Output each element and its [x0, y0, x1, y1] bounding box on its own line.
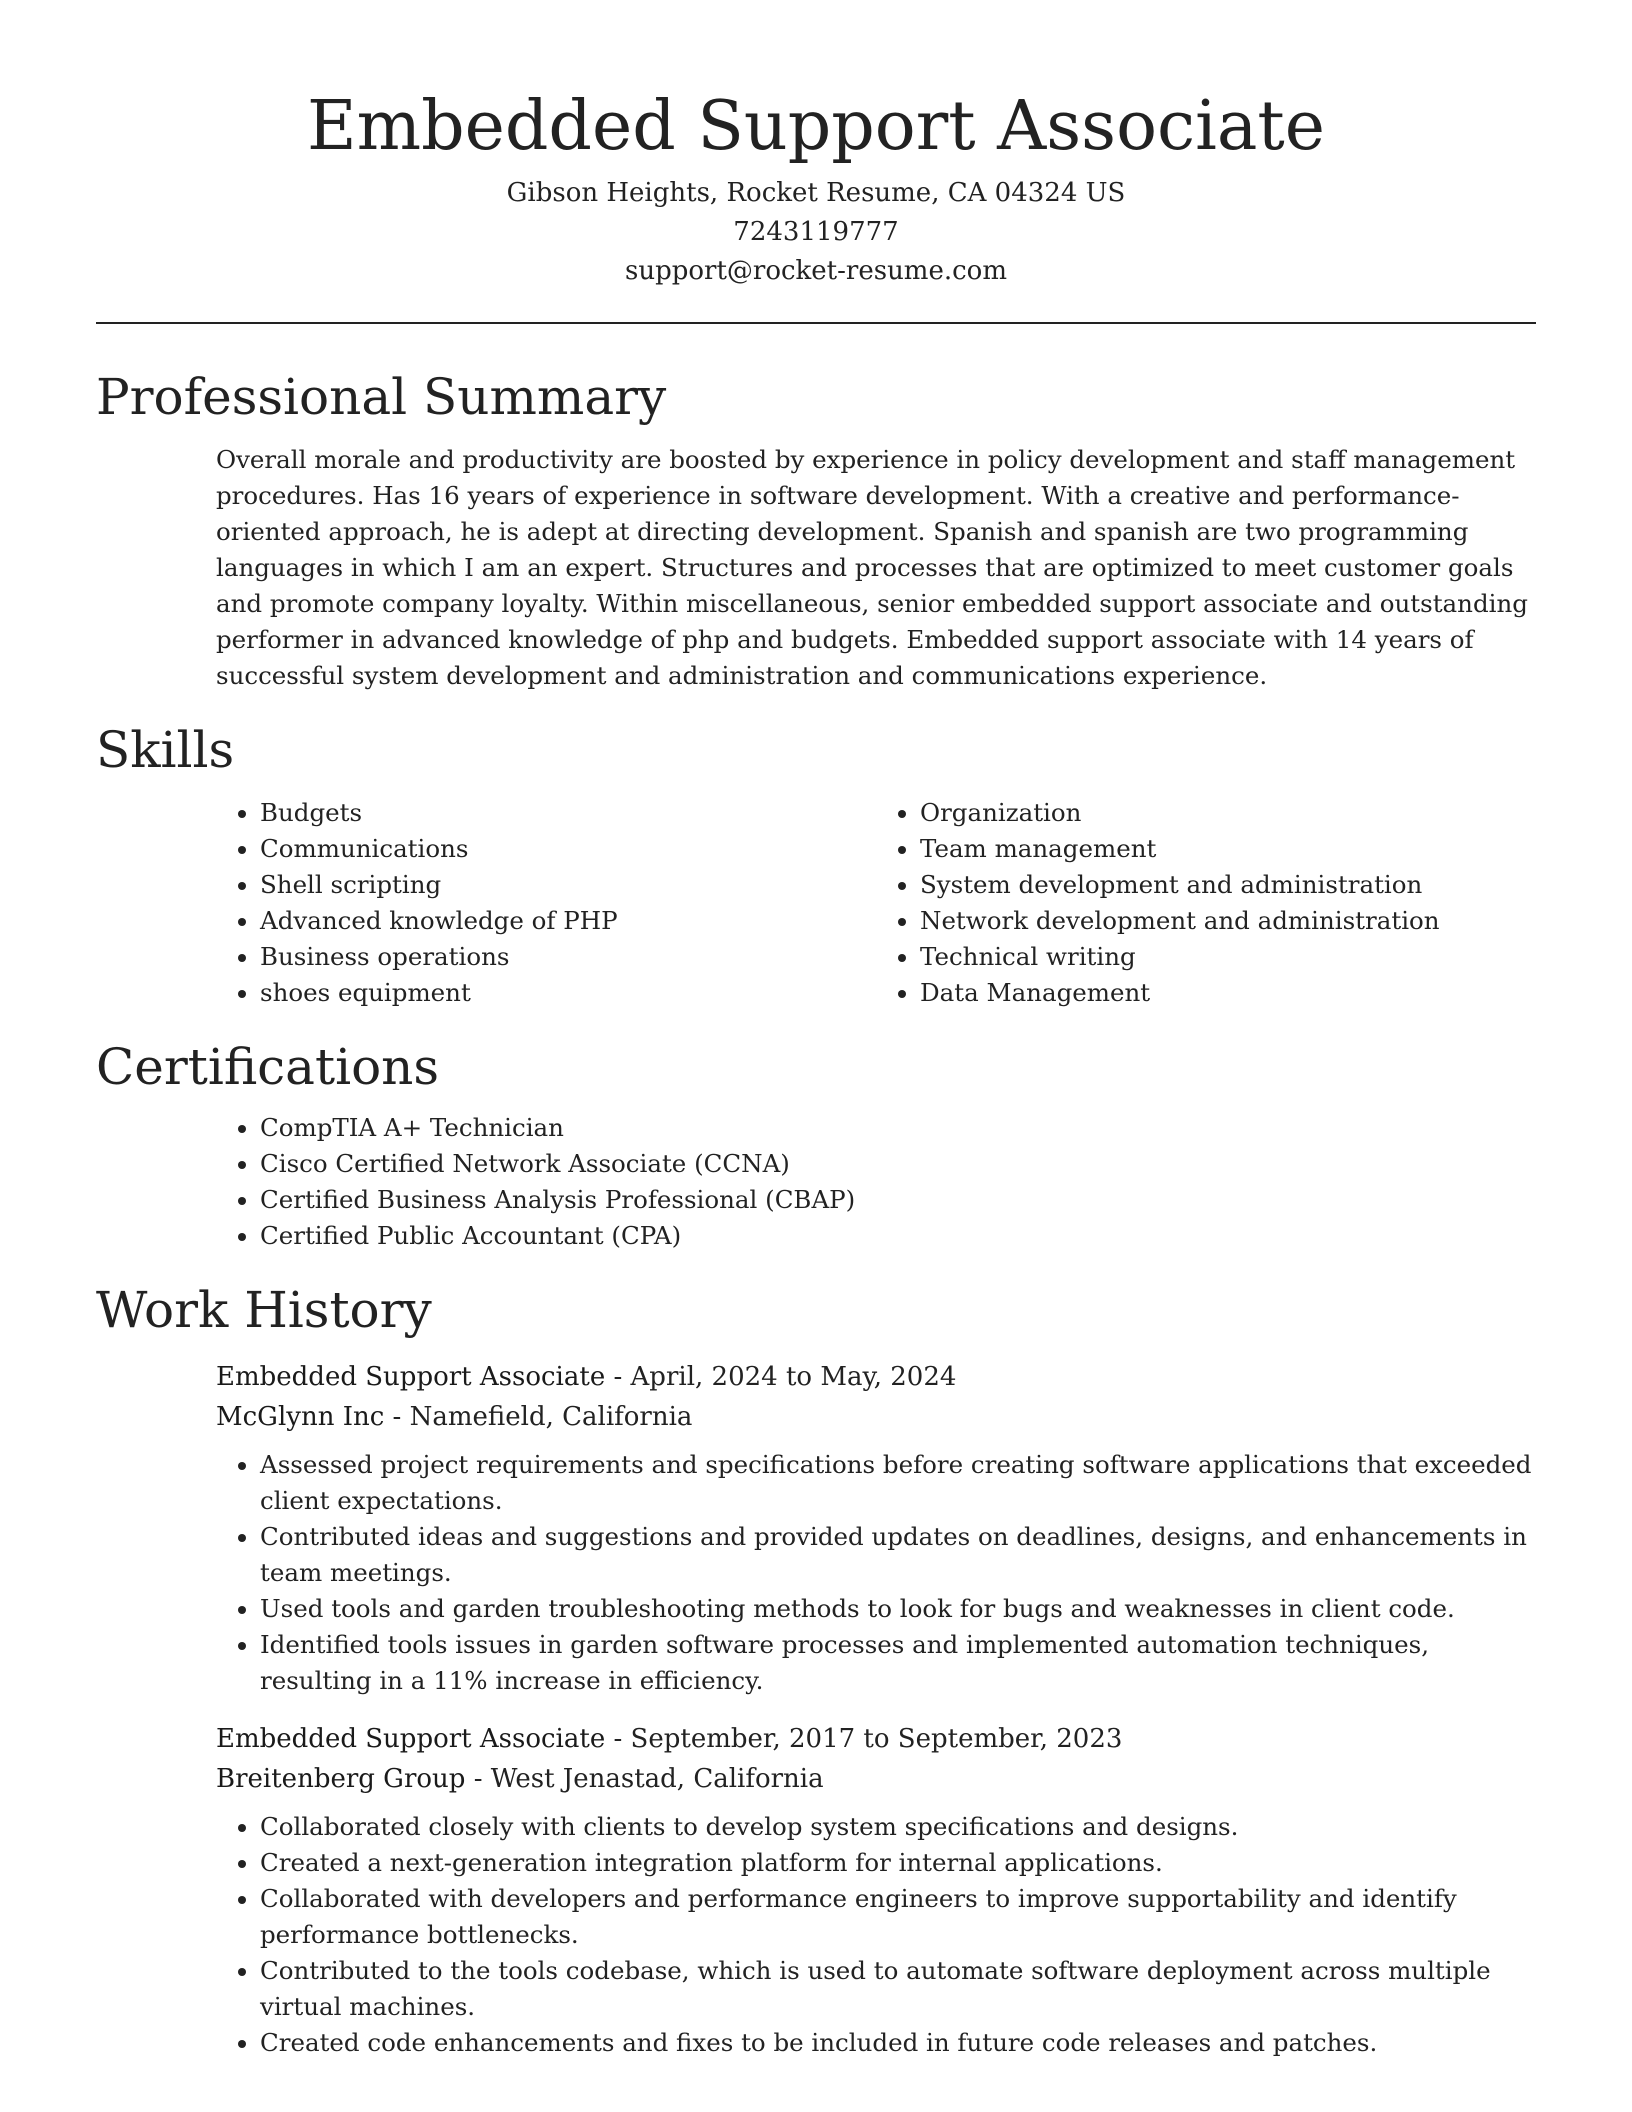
- contact-block: [96, 174, 1536, 291]
- skills-section: [96, 717, 1536, 1011]
- resume-title: Embedded Support Associate: [307, 87, 1325, 166]
- job-company-line: [216, 1397, 1536, 1437]
- summary-heading: Professional Summary: [96, 368, 667, 426]
- certifications-section: [96, 1034, 1536, 1254]
- job-bullet: • Used tools and garden troubleshooting methods to look for bugs and weaknesses in client code.: [260, 1591, 1536, 1627]
- skill-item: • Advanced knowledge of PHP: [260, 903, 876, 939]
- summary-section: [96, 364, 1536, 694]
- skill-item: • Network development and administration: [920, 903, 1536, 939]
- job-role: Embedded Support Associate: [216, 1724, 606, 1754]
- job-dates: - September, 2017 to September, 2023: [605, 1724, 1123, 1754]
- certifications-heading: Certifications: [96, 1038, 440, 1096]
- job-bullet: • Collaborated closely with clients to develop system specifications and designs.: [260, 1809, 1536, 1845]
- job-company: Breitenberg Group: [216, 1764, 466, 1794]
- job-entry: [216, 1357, 1536, 1699]
- certification-item: • CompTIA A+ Technician: [260, 1110, 1536, 1146]
- certification-item: • Cisco Certified Network Associate (CCNA): [260, 1146, 1536, 1182]
- job-location: - West Jenastad, California: [465, 1764, 824, 1794]
- job-entry: [216, 1719, 1536, 2061]
- job-bullets: [216, 1447, 1536, 1699]
- work-history-section: [96, 1277, 1536, 2061]
- job-company: McGlynn Inc: [216, 1402, 385, 1432]
- skill-item: • Organization: [920, 795, 1536, 831]
- certification-item: • Certified Business Analysis Professional (CBAP): [260, 1182, 1536, 1218]
- contact-email: support@rocket-resume.com: [624, 256, 1007, 286]
- job-location: - Namefield, California: [384, 1402, 693, 1432]
- skill-item: • Communications: [260, 831, 876, 867]
- summary-text: Overall morale and productivity are boosted by experience in policy development and staff management procedures. Has 16 years of experience in software development. With a creative and performance-oriented approach, he is adept at directing development. Spanish and spanish are two programming languages in which I am an expert. Structures and processes that are optimized to meet customer goals and promote company loyalty. Within miscellaneous, senior embedded support associate and outstanding performer in advanced knowledge of php and budgets. Embedded support associate with 14 years of successful system development and administration and communications experience.: [216, 445, 1528, 690]
- skill-item: • System development and administration: [920, 867, 1536, 903]
- job-role: Embedded Support Associate: [216, 1362, 606, 1392]
- job-bullet: • Created a next-generation integration platform for internal applications.: [260, 1845, 1536, 1881]
- job-bullet: • Contributed ideas and suggestions and provided updates on deadlines, designs, and enhancements in team meetings.: [260, 1519, 1536, 1591]
- skill-item: • Budgets: [260, 795, 876, 831]
- skills-columns: [216, 795, 1536, 1011]
- skill-item: • shoes equipment: [260, 975, 876, 1011]
- skill-item: • Shell scripting: [260, 867, 876, 903]
- skill-item: • Data Management: [920, 975, 1536, 1011]
- contact-phone: 7243119777: [733, 217, 899, 247]
- skill-item: • Business operations: [260, 939, 876, 975]
- skills-list-left: [216, 795, 876, 1011]
- skill-item: • Team management: [920, 831, 1536, 867]
- job-dates: - April, 2024 to May, 2024: [605, 1362, 957, 1392]
- certification-item: • Certified Public Accountant (CPA): [260, 1218, 1536, 1254]
- job-bullet: • Collaborated with developers and performance engineers to improve supportability and identify performance bottlenecks.: [260, 1881, 1536, 1953]
- job-bullet: • Contributed to the tools codebase, which is used to automate software deployment across multiple virtual machines.: [260, 1953, 1536, 2025]
- header-divider: [96, 322, 1536, 324]
- certifications-list: [216, 1110, 1536, 1254]
- skills-list-right: [876, 795, 1536, 1011]
- work-history-heading: Work History: [96, 1281, 432, 1339]
- job-company-line: [216, 1759, 1536, 1799]
- job-bullet: • Identified tools issues in garden software processes and implemented automation techniques, resulting in a 11% increase in efficiency.: [260, 1627, 1536, 1699]
- job-bullet: • Created code enhancements and fixes to be included in future code releases and patches.: [260, 2025, 1536, 2061]
- job-role-line: [216, 1719, 1536, 1759]
- job-role-line: [216, 1357, 1536, 1397]
- contact-address: Gibson Heights, Rocket Resume, CA 04324 US: [506, 178, 1126, 208]
- skills-heading: Skills: [96, 721, 235, 779]
- resume-page: [96, 0, 1536, 2061]
- job-bullet: • Assessed project requirements and specifications before creating software applications that exceeded client expectations.: [260, 1447, 1536, 1519]
- skill-item: • Technical writing: [920, 939, 1536, 975]
- job-bullets: [216, 1809, 1536, 2061]
